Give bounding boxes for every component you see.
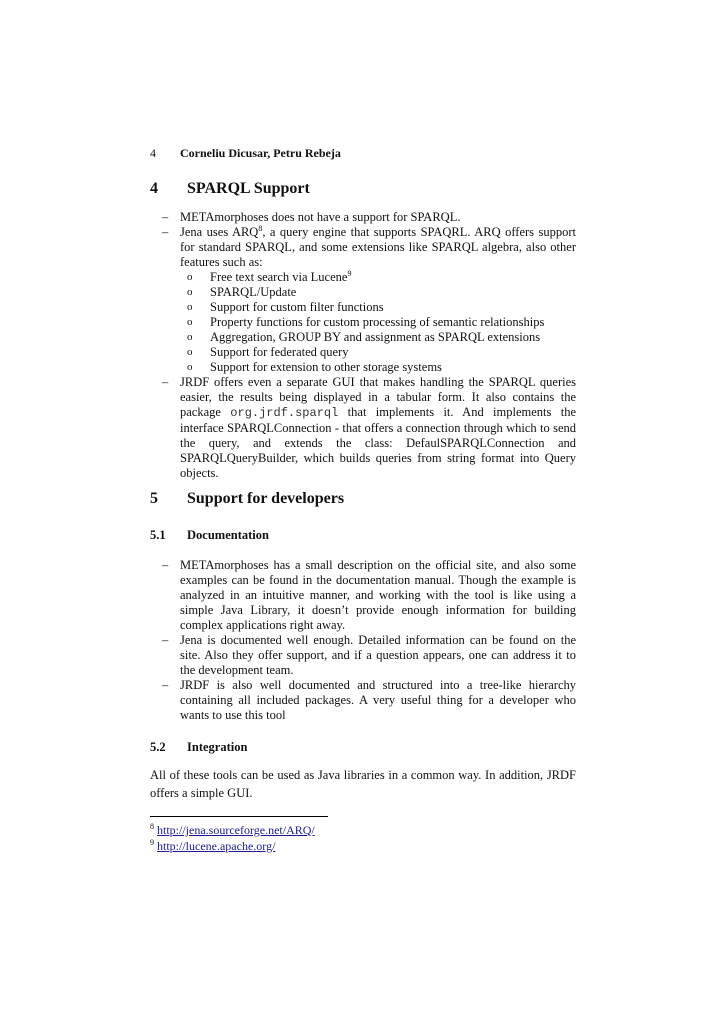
dash-marker: – [162, 210, 169, 224]
feature-text: Free text search via Lucene [210, 270, 348, 284]
list-item [150, 633, 576, 678]
feature-item [150, 285, 576, 300]
subsection-5-1-heading [150, 528, 550, 544]
section-4-heading [150, 180, 550, 200]
list-item-text: METAmorphoses does not have a support for SPARQL. [180, 210, 461, 224]
subsection-5-2-heading [150, 740, 550, 756]
integration-paragraph: All of these tools can be used as Java libraries in a common way. In addition, JRDF offers a simple GUI. [150, 768, 576, 800]
documentation-list [150, 558, 576, 723]
bullet-marker: o [187, 331, 193, 343]
section-5-heading [150, 490, 550, 510]
bullet-marker: o [187, 316, 193, 328]
footnote [150, 838, 580, 854]
bullet-marker: o [187, 286, 193, 298]
page-number: 4 [150, 146, 156, 160]
feature-text: Support for federated query [210, 345, 349, 359]
text-segment: that implements it. And implements the interface SPARQLConnection - that offers a connection through which to send the query, and extends the class: DefaulSPARQLConnection and SPARQLQueryBuilder, which builds queries from string format into Query objects. [180, 405, 576, 480]
footnotes [150, 822, 580, 854]
footnote-ref: 8 [258, 223, 263, 233]
list-item [150, 210, 576, 225]
feature-item [150, 345, 576, 360]
subsection-title: Integration [187, 740, 248, 754]
footnote-mark: 8 [150, 822, 154, 831]
dash-marker: – [162, 225, 169, 239]
feature-item [150, 300, 576, 315]
section-number: 4 [150, 180, 158, 197]
list-item-text: JRDF is also well documented and structured into a tree-like hierarchy containing all included packages. A very useful thing for a developer who wants to use this tool [180, 678, 576, 722]
bullet-marker: o [187, 271, 193, 283]
feature-item [150, 330, 576, 345]
list-item [150, 375, 576, 481]
text-segment: Jena uses ARQ [180, 225, 259, 239]
code-package-name: org.jrdf.sparql [230, 406, 339, 420]
bullet-marker: o [187, 346, 193, 358]
bullet-marker: o [187, 301, 193, 313]
list-item [150, 678, 576, 723]
list-item-text: METAmorphoses has a small description on the official site, and also some examples can be found in the documentation manual. Though the example is analyzed in an intuitive manner, and working with the tool is like using a simple Java Library, it doesn’t provide enough information for building complex applications right away. [180, 558, 576, 632]
feature-text: Property functions for custom processing of semantic relationships [210, 315, 545, 329]
list-item-text [180, 375, 576, 481]
feature-text: Aggregation, GROUP BY and assignment as SPARQL extensions [210, 330, 541, 344]
section-number: 5 [150, 490, 158, 507]
text-segment: JRDF offers even a separate GUI that makes handling the SPARQL queries easier, the results being displayed in a tabular form. It also contains the package [180, 375, 576, 419]
section-4-list [150, 210, 576, 481]
dash-marker: – [162, 375, 169, 389]
dash-marker: – [162, 678, 169, 692]
dash-marker: – [162, 558, 169, 572]
list-item [150, 225, 576, 270]
feature-sublist [150, 270, 576, 375]
text-segment: , a query engine that supports SPAQRL. ARQ offers support for standard SPARQL, and some extensions like SPARQL algebra, also other features such as: [180, 225, 576, 269]
header-authors: Corneliu Dicusar, Petru Rebeja [180, 146, 341, 160]
footnote [150, 822, 580, 838]
bullet-marker: o [187, 361, 193, 373]
subsection-title: Documentation [187, 528, 269, 542]
feature-item [150, 360, 576, 375]
footnote-link[interactable]: http://lucene.apache.org/ [157, 839, 276, 853]
feature-text: Support for custom filter functions [210, 300, 384, 314]
section-title: Support for developers [187, 490, 345, 507]
footnote-mark: 9 [150, 838, 154, 847]
subsection-number: 5.1 [150, 528, 166, 542]
feature-text: Support for extension to other storage systems [210, 360, 442, 374]
feature-item [150, 315, 576, 330]
footnote-ref: 9 [347, 268, 352, 278]
feature-item [150, 270, 576, 285]
footnote-divider [150, 816, 328, 817]
footnote-link[interactable]: http://jena.sourceforge.net/ARQ/ [157, 823, 315, 837]
subsection-number: 5.2 [150, 740, 166, 754]
section-title: SPARQL Support [187, 180, 310, 197]
list-item-text [180, 225, 576, 270]
dash-marker: – [162, 633, 169, 647]
list-item [150, 558, 576, 633]
feature-text: SPARQL/Update [210, 285, 297, 299]
list-item-text: Jena is documented well enough. Detailed information can be found on the site. Also they offer support, and if a question appears, one can address it to the development team. [180, 633, 576, 677]
